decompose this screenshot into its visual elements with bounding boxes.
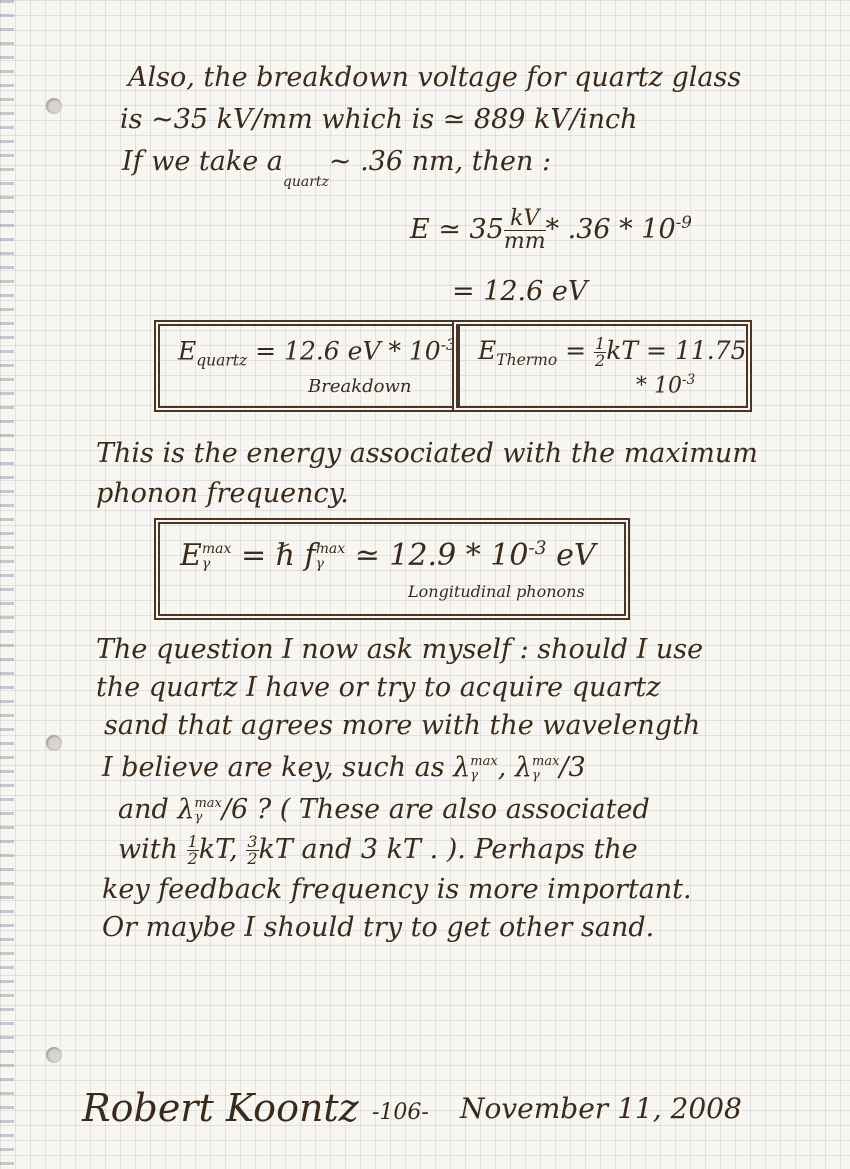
energy-result: = 12.6 eV [452,276,588,307]
punch-hole [46,735,62,751]
para2-line-7: key feedback frequency is more important. [102,874,692,905]
phonon-energy-box [158,522,626,616]
page-number: -106- [372,1100,429,1125]
para2-line-3: sand that agrees more with the wavelength [104,710,701,741]
spiral-binding [0,0,14,1169]
punch-hole [46,1047,62,1063]
para2-line-6: with $\frac{1}{2}$ kT, $\frac{3}{2}$ kT and 3 kT . ). Perhaps the [118,832,638,868]
signature: Robert Koontz [82,1086,359,1130]
para1-line-2: phonon frequency. [96,478,349,509]
entry-date: November 11, 2008 [460,1092,742,1125]
thermo-energy: $E_{Thermo}$ = $\frac{1}{2}$ kT = 11.75 [478,334,747,370]
para2-line-1: The question I now ask myself : should I use [96,634,704,665]
para2-line-8: Or maybe I should try to get other sand. [102,912,655,943]
thermo-exponent: * $10^{-3}$ [636,372,696,399]
intro-line-1: Also, the breakdown voltage for quartz glass [128,62,742,93]
energy-calculation: E ≃ 35 $\frac{kV}{mm}$ * $.36 * 10^{-9}$ [410,206,692,254]
breakdown-label: Breakdown [308,376,412,397]
intro-line-2: is ~35 kV/mm which is ≃ 889 kV/inch [120,104,638,135]
thermo-energy-box [456,324,748,408]
longitudinal-phonons-label: Longitudinal phonons [408,582,585,601]
phonon-energy-equation: E max γ = ℏ f max γ ≃ $12.9 * 10^{-3}$ eV [180,538,596,573]
para1-line-1: This is the energy associated with the maximum [96,438,758,469]
para2-line-5: and λ max γ /6 ? ( These are also associated [118,794,650,825]
intro-line-3: If we take $a_{quartz}\sim$ .36 nm, then : [122,146,552,190]
para2-line-2: the quartz I have or try to acquire quartz [96,672,661,703]
para2-line-4: I believe are key, such as λ max γ , λ max γ /3 [102,752,586,783]
quartz-breakdown-box [158,324,456,408]
quartz-energy: $E_{quartz} = 12.6$ eV * $10^{-3}$ [178,336,456,370]
punch-hole [46,98,62,114]
